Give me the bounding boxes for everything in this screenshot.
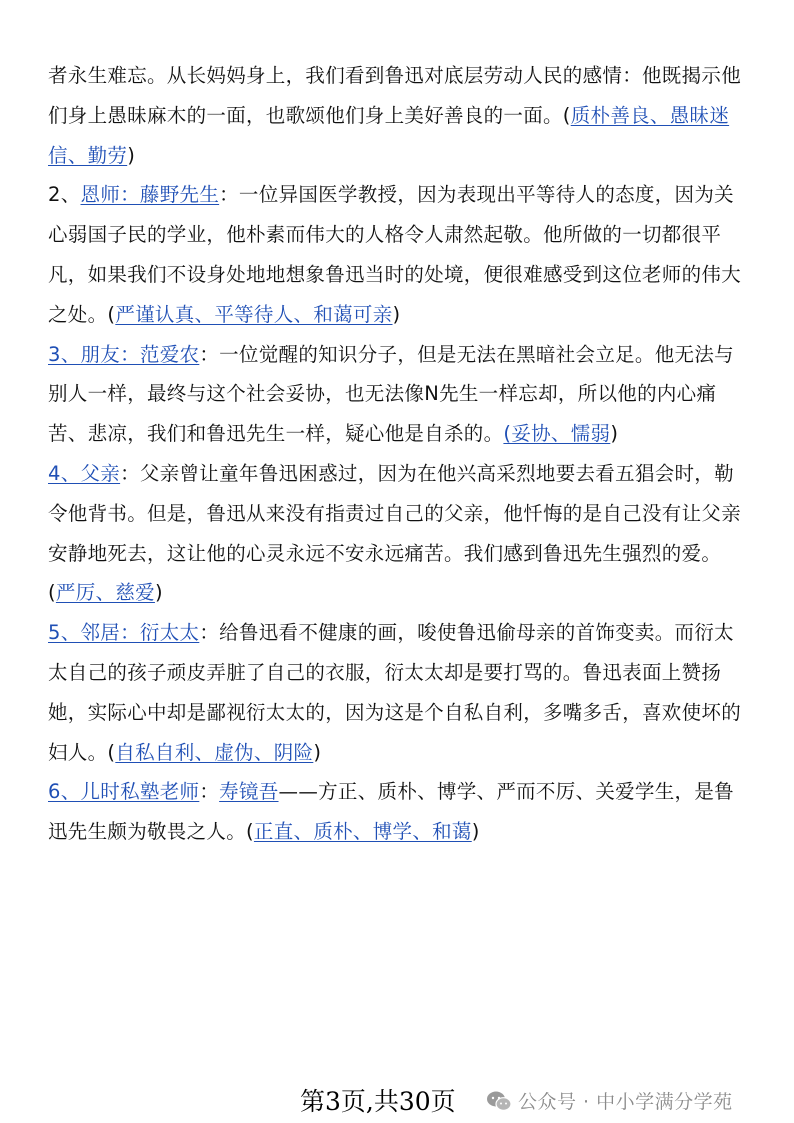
- document-body: [48, 56, 748, 852]
- trait-link[interactable]: 正直、质朴、博学、和蔼: [253, 820, 472, 844]
- heading-link-fujino[interactable]: 恩师：藤野先生: [80, 183, 220, 207]
- item-number: 2、: [48, 183, 81, 207]
- name-link-shou-jingwu[interactable]: 寿镜吾: [219, 780, 279, 804]
- page-footer: [0, 1078, 794, 1122]
- text-segment: ：: [199, 780, 220, 804]
- watermark-text: 公众号 · 中小学满分学苑: [518, 1091, 733, 1113]
- heading-link-private-tutor[interactable]: 6、儿时私塾老师: [48, 780, 200, 804]
- text-segment: ): [471, 820, 480, 844]
- text-segment: ): [392, 302, 401, 326]
- text-segment: ：给鲁迅看不健康的画，唆使鲁迅偷母亲的首饰变卖。而衍太太自己的孩子顽皮弄脏了自己的衣服，衍太太却是要打骂的。鲁迅表面上赞扬她，实际心中却是鄙视衍太太的，因为这是个自私自利，多嘴多舌，喜欢使坏的妇人。(: [48, 621, 742, 764]
- wechat-icon: [486, 1090, 512, 1112]
- heading-link-father[interactable]: 4、父亲: [48, 461, 121, 485]
- paragraph-yan-taitai: [48, 613, 748, 772]
- watermark: [486, 1087, 733, 1114]
- paragraph-private-tutor: [48, 772, 748, 852]
- trait-link[interactable]: (妥协、懦弱: [503, 422, 611, 446]
- page-number: 第3页,共30页: [300, 1087, 456, 1116]
- paragraph-father: [48, 454, 748, 613]
- paragraph-changmama-summary: [48, 56, 748, 175]
- heading-link-yan-taitai[interactable]: 5、邻居：衍太太: [48, 621, 200, 645]
- heading-link-fan-ainong[interactable]: 3、朋友：范爱农: [48, 342, 200, 366]
- paragraph-fan-ainong: [48, 335, 748, 454]
- trait-link[interactable]: 自私自利、虚伪、阴险: [115, 740, 314, 764]
- text-segment: ): [127, 143, 136, 167]
- text-segment: ：一位异国医学教授，因为表现出平等待人的态度，因为关心弱国子民的学业，他朴素而伟大的人格令人肃然起敬。他所做的一切都很平凡，如果我们不设身处地地想象鲁迅当时的处境，便很难感受到这位老师的伟大之处。(: [48, 183, 742, 326]
- text-segment: ): [610, 422, 619, 446]
- text-segment: ——方正、质朴、博学、严而不厉、关爱学生，是鲁迅先生颇为敬畏之人。(: [48, 780, 734, 844]
- trait-link[interactable]: 严厉、慈爱: [55, 581, 155, 605]
- text-segment: 者永生难忘。从长妈妈身上，我们看到鲁迅对底层劳动人民的感情：他既揭示他们身上愚昧麻木的一面，也歌颂他们身上美好善良的一面。(: [48, 64, 742, 127]
- paragraph-fujino: [48, 175, 748, 334]
- trait-link[interactable]: 质朴善良、愚昧迷信、勤劳: [48, 103, 730, 167]
- trait-link[interactable]: 严谨认真、平等待人、和蔼可亲: [115, 302, 393, 326]
- text-segment: ): [313, 740, 322, 764]
- text-segment: ：一位觉醒的知识分子，但是无法在黑暗社会立足。他无法与别人一样，最终与这个社会妥协，也无法像N先生一样忘却，所以他的内心痛苦、悲凉，我们和鲁迅先生一样，疑心他是自杀的。: [48, 342, 734, 446]
- text-segment: ：父亲曾让童年鲁迅困惑过，因为在他兴高采烈地要去看五猖会时，勒令他背书。但是，鲁迅从来没有指责过自己的父亲，他忏悔的是自己没有让父亲安静地死去，这让他的心灵永远不安永远痛苦。我们感到鲁迅先生强烈的爱。(: [48, 461, 742, 605]
- text-segment: ): [154, 581, 163, 605]
